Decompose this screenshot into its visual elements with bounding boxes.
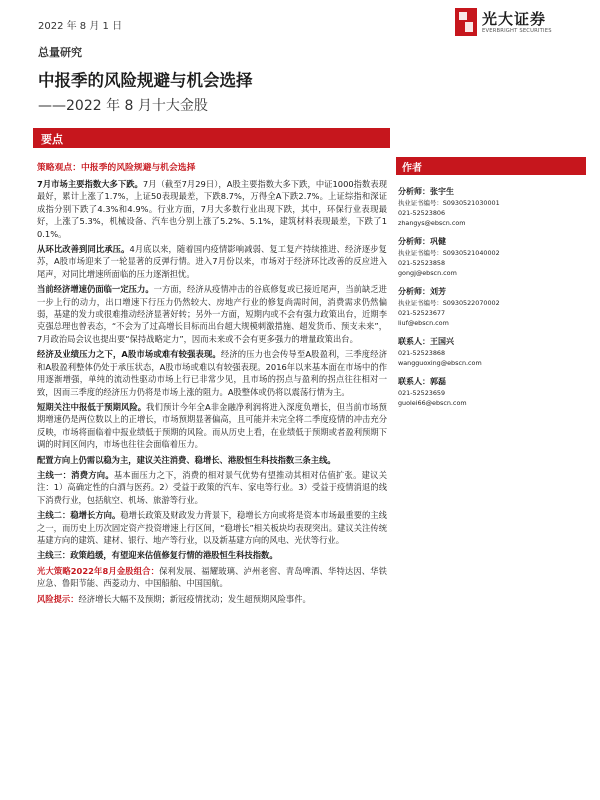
analyst-license-line (398, 248, 586, 258)
analyst-phone: 021-52523806 (398, 209, 446, 217)
paragraph (37, 509, 387, 546)
contact-email: wangguoxing@ebscn.com (398, 359, 482, 367)
analyst-card (398, 236, 586, 278)
analyst-email: liuf@ebscn.com (398, 319, 449, 327)
analyst-card (398, 186, 586, 228)
logo-name: 光大证券 (482, 10, 547, 28)
risk-text: 经济增长大幅不及预期；新冠疫情扰动；发生超预期风险事件。 (78, 593, 311, 604)
paragraph-text: 7月（截至7月29日），A股主要指数大多下跌，中证1000指数表现最好，累计上涨了1.7%，上证50表现最差，下跌8.7%，万得全A下跌2.7%。上证综指和深证成指分别下跌了4.3%和4.9%。行业方面，7月大多数行业出现下跌，其中，环保行业表现最好，上涨了5.3%，机械设备、汽车也分别上涨了5.2%、5.1%，建筑材料表现最差，下跌了10.1%。 (37, 179, 387, 239)
risk-warning (37, 593, 387, 605)
contact-card (398, 336, 586, 368)
report-title: 中报季的风险规避与机会选择 (38, 71, 253, 90)
paragraph (37, 243, 387, 280)
paragraph-lead: 当前经济增速仍面临一定压力。 (37, 284, 154, 295)
strategy-headline (37, 162, 387, 174)
portfolio-label: 光大策略2022年8月金股组合： (37, 565, 160, 576)
analyst-role: 分析师： (398, 237, 430, 246)
paragraph (37, 549, 387, 561)
paragraph (37, 469, 387, 506)
analyst-email: zhangys@ebscn.com (398, 219, 466, 227)
analyst-name: 巩健 (430, 237, 446, 246)
analyst-name-line (398, 186, 586, 197)
contact-name-line (398, 376, 586, 387)
analyst-name: 刘芳 (430, 287, 446, 296)
analyst-license-line (398, 198, 586, 208)
logo-mark-icon (455, 8, 477, 36)
analyst-card (398, 286, 586, 328)
analyst-name: 张宇生 (430, 187, 454, 196)
paragraph (37, 283, 387, 345)
paragraph-text: 我们预计今年全A非金融净利润将进入深度负增长，但当前市场预期增速仍是两位数以上的正增长，市场预期显著偏高，且可能并未完全将二季度疫情的冲击充分反映，市场将面临着中报业绩低于预期的风险。而从历史上看，在业绩低于预期或者盈利预期下调的时间区间内，市场也往往会面临着压力。 (37, 401, 387, 450)
stock-portfolio (37, 565, 387, 590)
logo-english-name: EVERBRIGHT SECURITIES (482, 28, 552, 34)
paragraph-lead: 短期关注中报低于预期风险。 (37, 401, 147, 412)
report-category: 总量研究 (38, 46, 82, 59)
analyst-email: gongj@ebscn.com (398, 269, 457, 277)
paragraph-lead: 从环比改善到同比承压。 (37, 244, 130, 255)
report-date: 2022 年 8 月 1 日 (38, 21, 123, 32)
paragraph-lead: 经济及业绩压力之下，A股市场或难有较强表现。 (37, 349, 221, 360)
analyst-license-line (398, 298, 586, 308)
license-label: 执业证书编号： (398, 199, 443, 207)
key-points-label: 要点 (41, 133, 63, 146)
contact-phone: 021-52523659 (398, 389, 446, 397)
paragraph-lead: 配置方向上仍需以稳为主，建议关注消费、稳增长、港股恒生科技指数三条主线。 (37, 454, 336, 465)
contact-role: 联系人： (398, 377, 430, 386)
license-label: 执业证书编号： (398, 249, 443, 257)
main-content (37, 162, 387, 608)
contact-name: 郭磊 (430, 377, 446, 386)
report-subtitle: ——2022 年 8 月十大金股 (38, 98, 208, 114)
headline-label: 策略观点： (37, 163, 81, 173)
contact-phone: 021-52523868 (398, 349, 446, 357)
risk-label: 风险提示： (37, 593, 79, 604)
contact-email: guolei66@ebscn.com (398, 399, 467, 407)
paragraph-lead: 7月市场主要指数大多下跌。 (37, 179, 143, 189)
contact-name: 王国兴 (430, 337, 454, 346)
headline-text: 中报季的风险规避与机会选择 (81, 163, 196, 173)
paragraph-lead: 主线二：稳增长方向。 (37, 510, 121, 521)
paragraph (37, 348, 387, 398)
analyst-role: 分析师： (398, 287, 430, 296)
authors-label: 作者 (402, 163, 422, 174)
analyst-phone: 021-52523677 (398, 309, 446, 317)
paragraph-text: 经济的压力也会传导至A股盈利，三季度经济和A股盈利整体仍处于承压状态，A股市场或难以有较强表现。2016年以来基本面在市场中的作用逐渐增强，单纯的流动性驱动市场上行已非常少见，且市场的拐点与盈利的拐点往往相对一致，因而三季度的经济压力仍将是市场上涨的阻力。A股整体或仍将以震荡行情为主。 (37, 349, 387, 397)
authors-header (396, 157, 586, 175)
paragraph (37, 454, 387, 466)
key-points-header (33, 128, 390, 148)
company-logo (455, 6, 585, 40)
paragraph-text: 4月底以来，随着国内疫情影响减弱、复工复产持续推进、经济逐步复苏，A股市场迎来了一轮显著的反弹行情。进入7月份以来，市场对于经济环比改善的反应进入尾声，对同比增速所面临的压力逐渐担忧。 (37, 244, 387, 279)
paragraph-lead: 主线一：消费方向。 (37, 469, 114, 480)
license-number: S0930521040002 (442, 249, 500, 257)
contact-role: 联系人： (398, 337, 430, 346)
paragraph (37, 401, 387, 451)
analyst-role: 分析师： (398, 187, 430, 196)
paragraph-text: 基本面压力之下，消费的相对景气优势有望推动其相对估值扩张。建议关注：1）高确定性的白酒与医药。2）受益于政策的汽车、家电等行业。3）受益于疫情消退的线下消费行业，包括航空、机场、旅游等行业。 (37, 469, 387, 505)
contact-name-line (398, 336, 586, 347)
paragraph-lead: 主线三：政策趋缓，有望迎来估值修复行情的港股恒生科技指数。 (37, 550, 278, 561)
license-label: 执业证书编号： (398, 299, 443, 307)
license-number: S0930522070002 (442, 299, 500, 307)
analyst-name-line (398, 286, 586, 297)
contact-card (398, 376, 586, 408)
license-number: S0930521030001 (442, 199, 500, 207)
authors-list (398, 186, 586, 416)
portfolio-text: 保利发展、福耀玻璃、泸州老窖、青岛啤酒、华特达因、华铁应急、鲁阳节能、西菱动力、中国船舶、中国国航。 (37, 565, 387, 589)
paragraph-text: 一方面，经济从疫情冲击的谷底修复或已接近尾声，当前缺乏进一步上行的动力，出口增速下行压力仍然较大、房地产行业的修复尚需时间，消费需求仍然偏弱，基建的发力或很难推动经济显著好转；另外一方面，短期内或不会有强力政策出台，近期李克强总理也曾表态，“不会为了过高增长目标而出台超大规模刺激措施、超发货币、预支未来”，7月政治局会议也提出要“保持战略定力”，因而未来或不会有更多强力的增量政策出台。 (37, 284, 387, 344)
paragraph (37, 178, 387, 240)
analyst-phone: 021-52523858 (398, 259, 446, 267)
paragraph-text: 稳增长政策及财政发力背景下，稳增长方向或将是资本市场最重要的主线之一，而历史上历次固定资产投资增速上行区间，“稳增长”相关板块均表现突出。建议关注传统基建方向的建筑、建材、银行、地产等行业，以及新基建方向的风电、光伏等行业。 (37, 510, 387, 545)
analyst-name-line (398, 236, 586, 247)
